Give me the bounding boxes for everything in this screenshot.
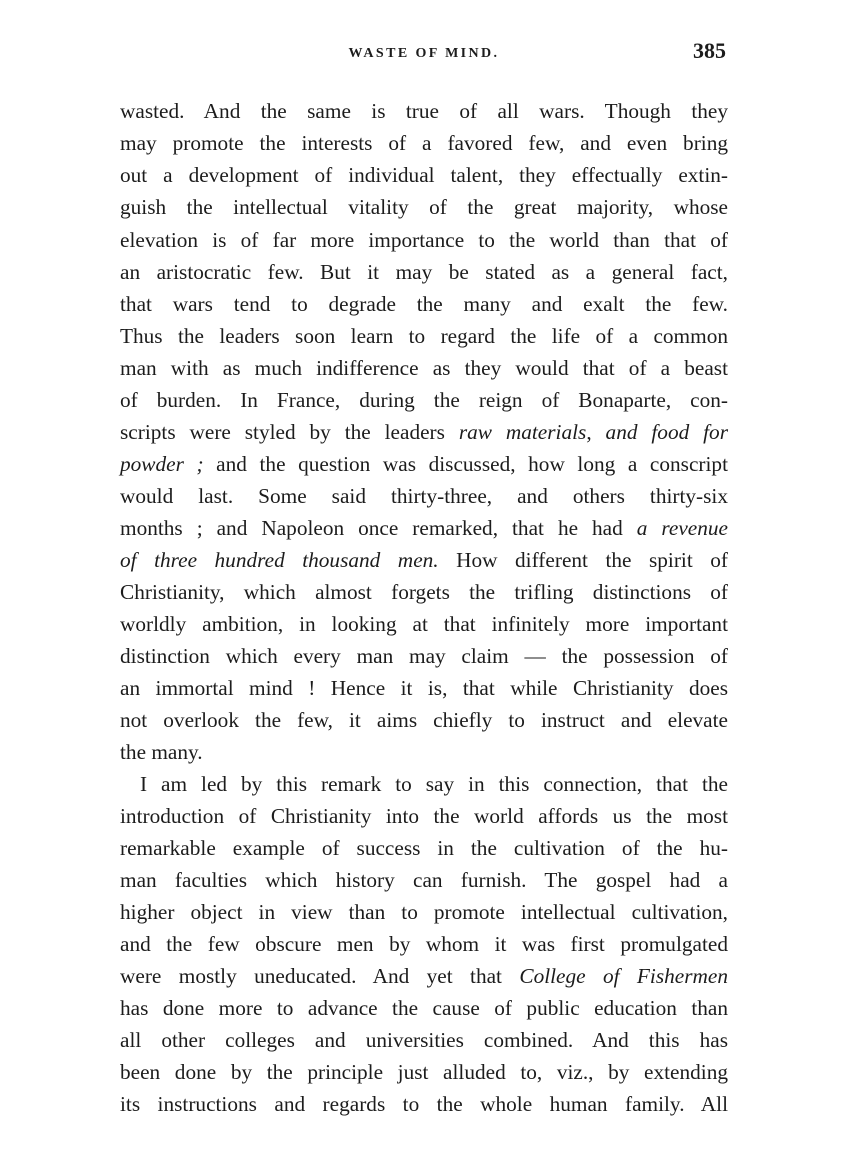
text-segment: worldly ambition, in looking at that infinitely more important bbox=[120, 612, 728, 636]
italic-text: and food for bbox=[605, 420, 728, 444]
text-segment: Christianity, which almost forgets the trifling distinctions of bbox=[120, 580, 728, 604]
text-segment: distinction which every man may claim — the possession of bbox=[120, 644, 728, 668]
text-line bbox=[120, 706, 728, 734]
text-segment: I am led by this remark to say in this connection, that the bbox=[140, 772, 728, 796]
text-segment: months ; and Napoleon once remarked, that he had bbox=[120, 516, 637, 540]
text-line bbox=[120, 322, 728, 350]
text-line bbox=[120, 834, 728, 862]
text-line bbox=[120, 610, 728, 638]
text-line bbox=[140, 770, 728, 798]
text-line bbox=[120, 418, 728, 446]
text-segment: all other colleges and universities combined. And this has bbox=[120, 1028, 728, 1052]
text-segment: , bbox=[586, 420, 606, 444]
text-line bbox=[120, 578, 728, 606]
running-header bbox=[120, 38, 728, 68]
text-segment: wasted. And the same is true of all wars. Though they bbox=[120, 99, 728, 123]
text-line bbox=[120, 546, 728, 574]
text-line bbox=[120, 674, 728, 702]
text-line bbox=[120, 193, 728, 221]
text-segment: would last. Some said thirty-three, and others thirty-six bbox=[120, 484, 728, 508]
text-line bbox=[120, 962, 728, 990]
text-line bbox=[120, 994, 728, 1022]
text-segment: an aristocratic few. But it may be stated as a general fact, bbox=[120, 260, 728, 284]
text-segment: higher object in view than to promote intellectual cultivation, bbox=[120, 900, 728, 924]
text-segment: were mostly uneducated. And yet that bbox=[120, 964, 520, 988]
text-segment: remarkable example of success in the cultivation of the hu- bbox=[120, 836, 728, 860]
text-line bbox=[120, 802, 728, 830]
italic-text: powder ; bbox=[120, 452, 204, 476]
text-line bbox=[120, 1026, 728, 1054]
text-line bbox=[120, 642, 728, 670]
text-line bbox=[120, 97, 728, 125]
text-line bbox=[120, 386, 728, 414]
italic-text: of three hundred thousand men. bbox=[120, 548, 439, 572]
text-segment: guish the intellectual vitality of the great majority, whose bbox=[120, 195, 728, 219]
text-segment: introduction of Christianity into the world affords us the most bbox=[120, 804, 728, 828]
text-line bbox=[120, 866, 728, 894]
italic-text: a revenue bbox=[636, 516, 729, 540]
text-segment: of burden. In France, during the reign of Bonaparte, con- bbox=[120, 388, 728, 412]
text-segment: the many. bbox=[120, 740, 203, 764]
text-line bbox=[120, 1090, 728, 1118]
text-segment: man with as much indifference as they would that of a beast bbox=[120, 356, 728, 380]
text-segment: How different the spirit of bbox=[438, 548, 728, 572]
text-segment: scripts were styled by the leaders bbox=[120, 420, 459, 444]
text-line bbox=[120, 898, 728, 926]
text-segment: Thus the leaders soon learn to regard the life of a common bbox=[120, 324, 728, 348]
text-line bbox=[120, 290, 728, 318]
text-line bbox=[120, 226, 728, 254]
text-segment: man faculties which history can furnish. The gospel had a bbox=[120, 868, 728, 892]
text-line bbox=[120, 482, 728, 510]
text-line bbox=[120, 161, 728, 189]
italic-text: College of Fishermen bbox=[519, 964, 728, 988]
text-segment: an immortal mind ! Hence it is, that while Christianity does bbox=[120, 676, 728, 700]
text-segment: that wars tend to degrade the many and exalt the few. bbox=[120, 292, 728, 316]
text-segment: been done by the principle just alluded to, viz., by extending bbox=[120, 1060, 728, 1084]
text-line bbox=[120, 514, 728, 542]
page-number: 385 bbox=[693, 38, 726, 63]
text-line bbox=[120, 1058, 728, 1086]
text-segment: and the few obscure men by whom it was first promulgated bbox=[120, 932, 728, 956]
text-segment: may promote the interests of a favored few, and even bring bbox=[120, 131, 728, 155]
text-line bbox=[120, 129, 728, 157]
italic-text: raw materials bbox=[458, 420, 587, 444]
running-title: WASTE OF MIND. bbox=[348, 46, 500, 61]
text-line bbox=[120, 354, 728, 382]
text-segment: elevation is of far more importance to the world than that of bbox=[120, 228, 728, 252]
text-line bbox=[120, 930, 728, 958]
text-segment: not overlook the few, it aims chiefly to instruct and elevate bbox=[120, 708, 728, 732]
text-segment: its instructions and regards to the whole human family. All bbox=[120, 1092, 728, 1116]
text-segment: and the question was discussed, how long a conscript bbox=[203, 452, 728, 476]
text-segment: out a development of individual talent, they effectually extin- bbox=[120, 163, 728, 187]
text-line bbox=[120, 258, 728, 286]
text-line bbox=[120, 450, 728, 478]
text-line bbox=[120, 738, 728, 766]
text-segment: has done more to advance the cause of public education than bbox=[120, 996, 728, 1020]
